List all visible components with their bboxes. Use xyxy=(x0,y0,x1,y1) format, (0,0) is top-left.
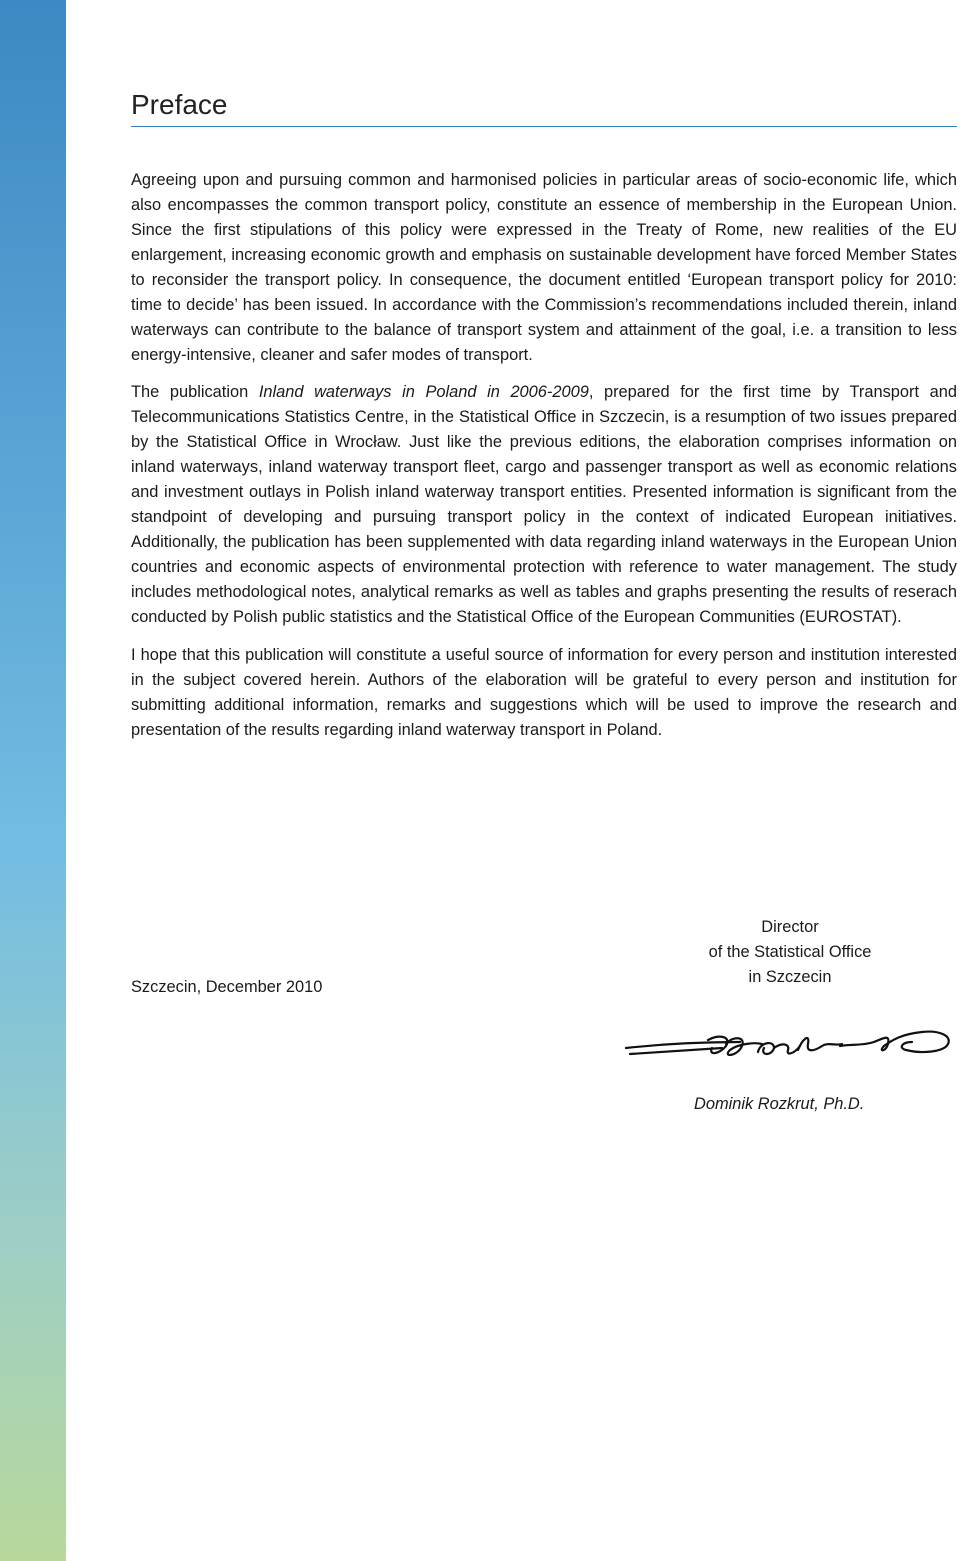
paragraph-closing-hope: I hope that this publication will constitute a useful source of information for every person and institution interested in the subject covered herein. Authors of the elaboration will be grateful to every person and institution for submitting additional information, remarks and suggestions which will be used to improve the research and presentation of the results regarding inland waterway transport in Poland. xyxy=(131,646,957,739)
paragraph-rest-text: , prepared for the first time by Transport and Telecommunications Statistics Centre, in the Statistical Office in Szczecin, is a resumption of two issues prepared by the Statistical Office in Wrocław. Just like the previous editions, the elaboration comprises information on inland waterways, inland waterway transport fleet, cargo and passenger transport as well as economic relations and investment outlays in Polish inland waterway transport entities. Presented information is significant from the standpoint of developing and pursuing transport policy in the context of indicated European initiatives. Additionally, the publication has been supplemented with data regarding inland waterways in the European Union countries and economic aspects of environmental protection with reference to water management. The study includes methodological notes, analytical remarks as well as tables and graphs presenting the results of reserach conducted by Polish public statistics and the Statistical Office of the European Communities (EUROSTAT). xyxy=(131,383,957,626)
decorative-side-band xyxy=(0,0,66,1561)
preface-body xyxy=(131,168,957,756)
signatory-city: in Szczecin xyxy=(748,968,832,986)
signatory-name: Dominik Rozkrut, Ph.D. xyxy=(694,1095,865,1113)
paragraph-eu-transport-policy: Agreeing upon and pursuing common and harmonised policies in particular areas of socio-economic life, which also encompasses the common transport policy, constitute an essence of membership in the European Union. Since the first stipulations of this policy were expressed in the Treaty of Rome, new realities of the EU enlargement, increasing economic growth and emphasis on sustainable development have forced Member States to reconsider the transport policy. In consequence, the document entitled ‘European transport policy for 2010: time to decide’ has been issued. In accordance with the Commission’s recommendations included therein, inland waterways can contribute to the balance of transport system and attainment of the goal, i.e. a transition to less energy-intensive, cleaner and safer modes of transport. xyxy=(131,171,957,364)
signatory-title-block xyxy=(690,915,890,990)
handwritten-signature xyxy=(622,1022,956,1068)
place-and-date: Szczecin, December 2010 xyxy=(131,978,323,996)
page-title: Preface xyxy=(131,86,957,127)
signatory-office: of the Statistical Office xyxy=(708,943,872,961)
signatory-position: Director xyxy=(761,918,819,936)
publication-title: Inland waterways in Poland in 2006-2009 xyxy=(258,383,589,401)
paragraph-publication-description xyxy=(131,380,957,630)
paragraph-lead-text: The publication xyxy=(131,383,259,401)
